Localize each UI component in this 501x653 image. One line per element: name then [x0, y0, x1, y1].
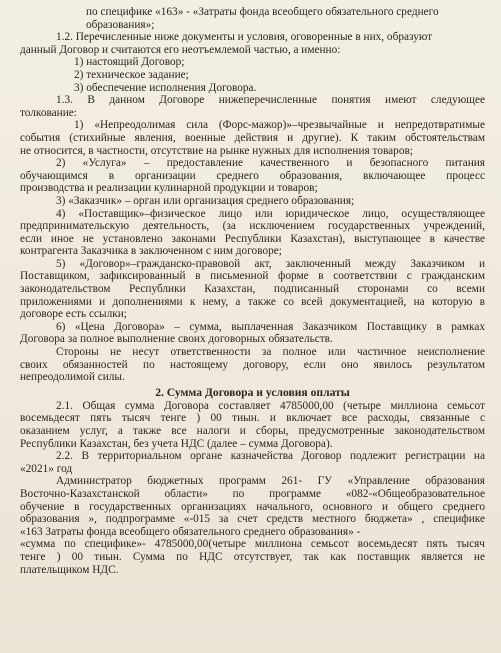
text-line: 2.2. В территориальном органе казначейства Договор подлежит регистрации на [56, 450, 485, 463]
text-line: 3) обеспечение исполнения Договора. [74, 81, 257, 94]
text-line: если иное не установлено законами Республики Казахстан), выступающее в качестве [20, 232, 485, 245]
text-line: восемьдесят пять тысяч тенге ) 00 тиын. и включает все расходы, связанные с [20, 412, 485, 425]
text-line: 6) «Цена Договора» – сумма, выплаченная Заказчиком Поставщику в рамках [56, 320, 485, 333]
text-line: Республики Казахстан, без учета НДС (далее – сумма Договора). [20, 437, 333, 450]
text-line: плательщиком НДС. [20, 563, 119, 576]
text-line: Стороны не несут ответственности за полное или частичное неисполнение [56, 346, 485, 359]
text-line: 1) настоящий Договор; [74, 56, 185, 69]
text-line: 2.1. Общая сумма Договора составляет 4785000,00 (четыре миллиона семьсот [56, 399, 485, 412]
text-line: контрагента Заказчика в заключенном с ним договоре; [20, 245, 282, 258]
text-line: законодательством Республики Казахстан, подписанный сторонами со всеми [20, 283, 485, 296]
text-line: Администратор бюджетных программ 261- ГУ «Управление образования [56, 475, 485, 488]
text-line: данный Договор и считаются его неотъемлемой частью, а именно: [20, 43, 341, 56]
text-line: 1.3. В данном Договоре нижеперечисленные понятия имеют следующее [56, 94, 485, 107]
text-line: приложениями и дополнениями к нему, а также со всей документацией, на которую в [20, 295, 485, 308]
text-line: Восточно-Казахстанской области» по программе «082-«Общеобразовательное [20, 487, 485, 500]
text-line: оказанием услуг, а также все налоги и сборы, предусмотренные законодательством [20, 425, 485, 437]
text-line: образования»; [86, 18, 155, 31]
text-line: Поставщиком, зафиксированный в письменной форме в соответствии с гражданским [20, 270, 485, 283]
text-line: 3) «Заказчик» – орган или организация среднего образования; [56, 194, 355, 207]
text-line: «сумма по специфике»- 4785000,00(четыре миллиона семьсот восемьдесят пять тысяч [20, 538, 485, 551]
text-line: непреодолимой силы. [20, 371, 125, 384]
text-line: 1) «Непреодолимая сила (Форс-мажор)»–чрезвычайные и непредотвратимые [74, 119, 485, 132]
text-line: производства и реализации кулинарной продукции и товаров; [20, 182, 318, 195]
text-line: образования », подпрограмме «-015 за счет средств местного бюджета» , специфике [20, 513, 485, 526]
text-line: «163 Затраты фонда всеобщего обязательного среднего образования» - [20, 525, 361, 538]
text-line: обучение в государственных организациях начального, основного и общего среднего [20, 500, 485, 513]
text-line: толкование: [20, 106, 77, 119]
text-line: тенге ) 00 тиын. Сумма по НДС отсутствует, так как поставщик является не [20, 550, 485, 563]
text-line: предпринимательскую деятельность, (за исключением государственных учреждений, [20, 220, 485, 233]
text-line: события (стихийные явления, военные действия и другие). К таким обстоятельствам [20, 131, 485, 144]
text-line: 2) техническое задание; [74, 68, 189, 81]
text-line: своих обязанностей по настоящему договору, если оно явилось результатом [20, 358, 485, 371]
text-line: обучающимся в организации среднего образования, включающее процесс [20, 169, 485, 182]
contract-text-section-1 [20, 6, 485, 384]
text-line: 1.2. Перечисленные ниже документы и условия, оговоренные в них, образуют [56, 31, 433, 44]
section-heading: 2. Сумма Договора и условия оплаты [155, 385, 350, 399]
text-line: договоре есть ссылки; [20, 308, 127, 321]
text-line: Договора за полное выполнение своих договорных обязательств. [20, 333, 333, 346]
text-line: «2021» год [20, 462, 73, 475]
text-line: не относится, в частности, отсутствие на рынке нужных для исполнения товаров; [20, 144, 413, 157]
text-line: 5) «Договор»–гражданско-правовой акт, заключенный между Заказчиком и [56, 257, 485, 270]
text-line: по специфике «163» - «Затраты фонда всеобщего обязательного среднего [86, 6, 439, 18]
contract-text-section-2 [20, 400, 485, 576]
text-line: 4) «Поставщик»–физическое лицо или юридическое лицо, осуществляющее [56, 207, 485, 220]
text-line: 2) «Услуга» – предоставление качественного и безопасного питания [56, 157, 485, 170]
